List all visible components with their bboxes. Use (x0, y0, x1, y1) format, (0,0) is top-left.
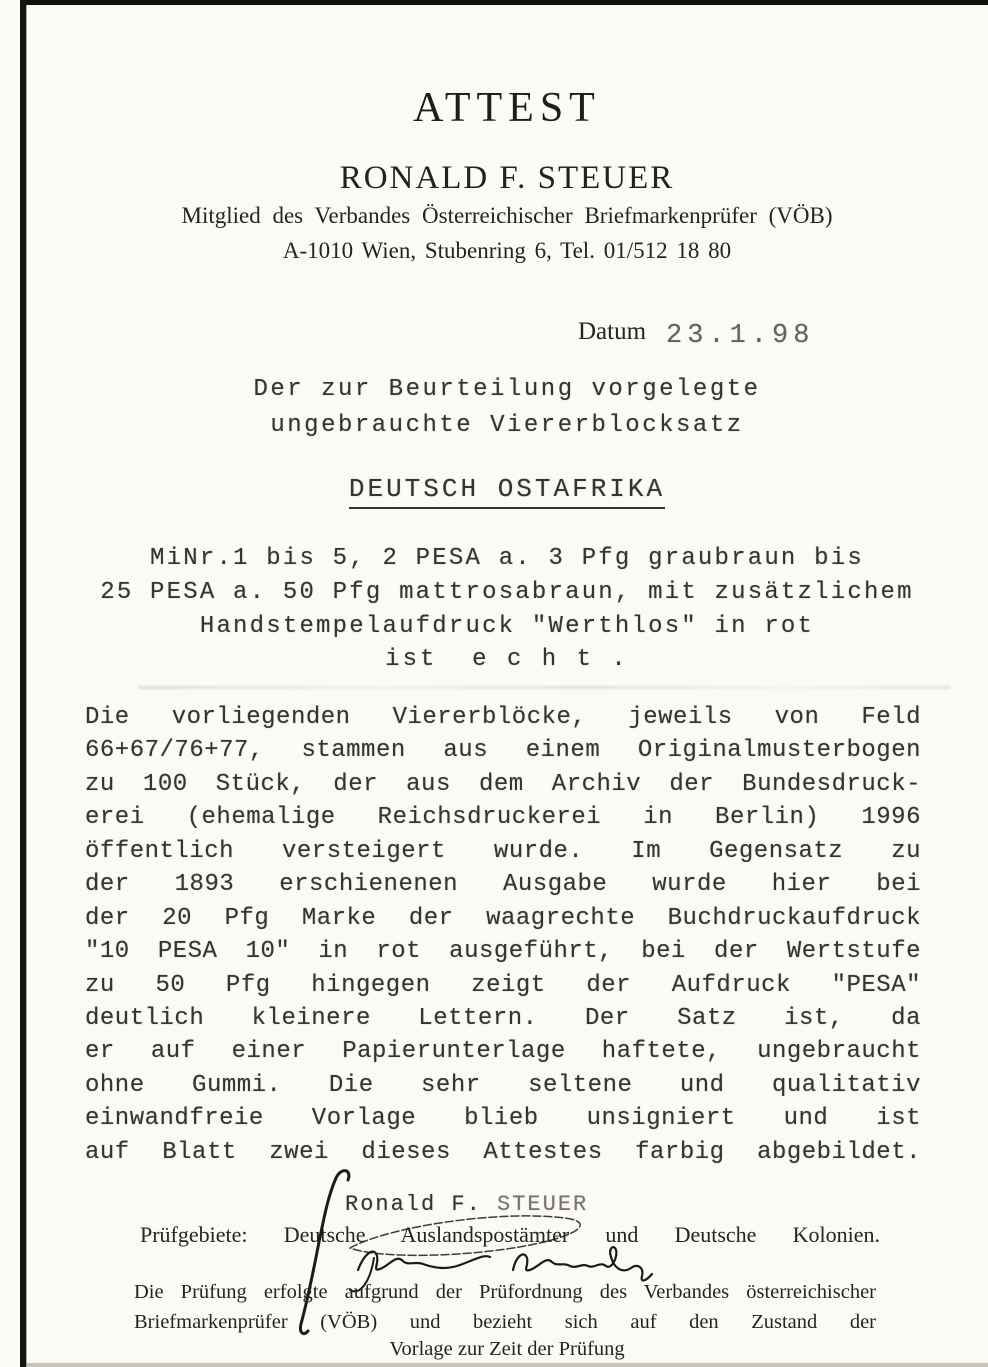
body-line: zu 50 Pfg hingegen zeigt der Aufdruck "PESA" (85, 971, 921, 999)
document-title: ATTEST (413, 85, 601, 131)
scan-smudge-artifact (138, 686, 950, 689)
subject-line-1: Der zur Beurteilung vorgelegte (253, 376, 761, 403)
body-line: Die vorliegenden Viererblöcke, jeweils von Feld (85, 704, 921, 731)
footer-line-2: Briefmarkenprüfer (VÖB) und bezieht sich auf den Zustand der (134, 1311, 876, 1333)
address-line: A-1010 Wien, Stubenring 6, Tel. 01/512 18 80 (282, 238, 732, 263)
typed-signature-last: STEUER (497, 1192, 589, 1217)
body-line: er auf einer Papierunterlage haftete, ungebraucht (85, 1038, 921, 1066)
footer-line-1: Die Prüfung erfolgte aufgrund der Prüfordnung des Verbandes österreichischer (134, 1281, 876, 1303)
body-line: öffentlich versteigert wurde. Im Gegensatz zu (85, 837, 921, 865)
certification-paragraph (85, 701, 921, 1169)
body-line: zu 100 Stück, der aus dem Archiv der Bundesdruck- (85, 770, 921, 798)
description-line-2: 25 PESA a. 50 Pfg mattrosabraun, mit zusätzlichem (100, 579, 914, 606)
scan-frame-bottom-edge (26, 1363, 988, 1367)
region-heading (26, 474, 988, 509)
body-line: deutlich kleinere Lettern. Der Satz ist, da (85, 1004, 921, 1032)
typed-signature-first: Ronald F. (345, 1192, 482, 1217)
region-heading-text: DEUTSCH OSTAFRIKA (349, 474, 665, 509)
description-line-1: MiNr.1 bis 5, 2 PESA a. 3 Pfg graubraun bis (150, 545, 864, 572)
date-label: Datum (578, 318, 647, 345)
body-line: ohne Gummi. Die sehr seltene und qualitativ (85, 1071, 921, 1099)
description-line-3: Handstempelaufdruck "Werthlos" in rot (199, 613, 815, 640)
subject-line-2: ungebrauchte Viererblocksatz (270, 412, 744, 439)
date-value: 23.1.98 (666, 321, 815, 351)
scan-frame-top-edge (20, 0, 988, 5)
body-line: 66+67/76+77, stammen aus einem Originalmusterbogen (85, 737, 921, 765)
verdict-line: ist e c h t . (385, 646, 629, 673)
body-line: der 20 Pfg Marke der waagrechte Buchdruckaufdruck (85, 904, 921, 932)
body-line: auf Blatt zwei dieses Attestes farbig abgebildet. (85, 1138, 921, 1166)
examiner-name: RONALD F. STEUER (339, 160, 675, 196)
membership-line: Mitglied des Verbandes Österreichischer Briefmarkenprüfer (VÖB) (181, 203, 833, 228)
body-line: einwandfreie Vorlage blieb unsigniert und ist (85, 1105, 921, 1133)
body-line: der 1893 erschienenen Ausgabe wurde hier bei (85, 871, 921, 899)
body-line: erei (ehemalige Reichsdruckerei in Berlin) 1996 (85, 804, 921, 832)
expertise-areas-line: Prüfgebiete: Deutsche Auslandspostämter und Deutsche Kolonien. (140, 1222, 880, 1247)
footer-line-3: Vorlage zur Zeit der Prüfung (389, 1338, 625, 1360)
body-line: "10 PESA 10" in rot ausgeführt, bei der Wertstufe (85, 938, 921, 966)
